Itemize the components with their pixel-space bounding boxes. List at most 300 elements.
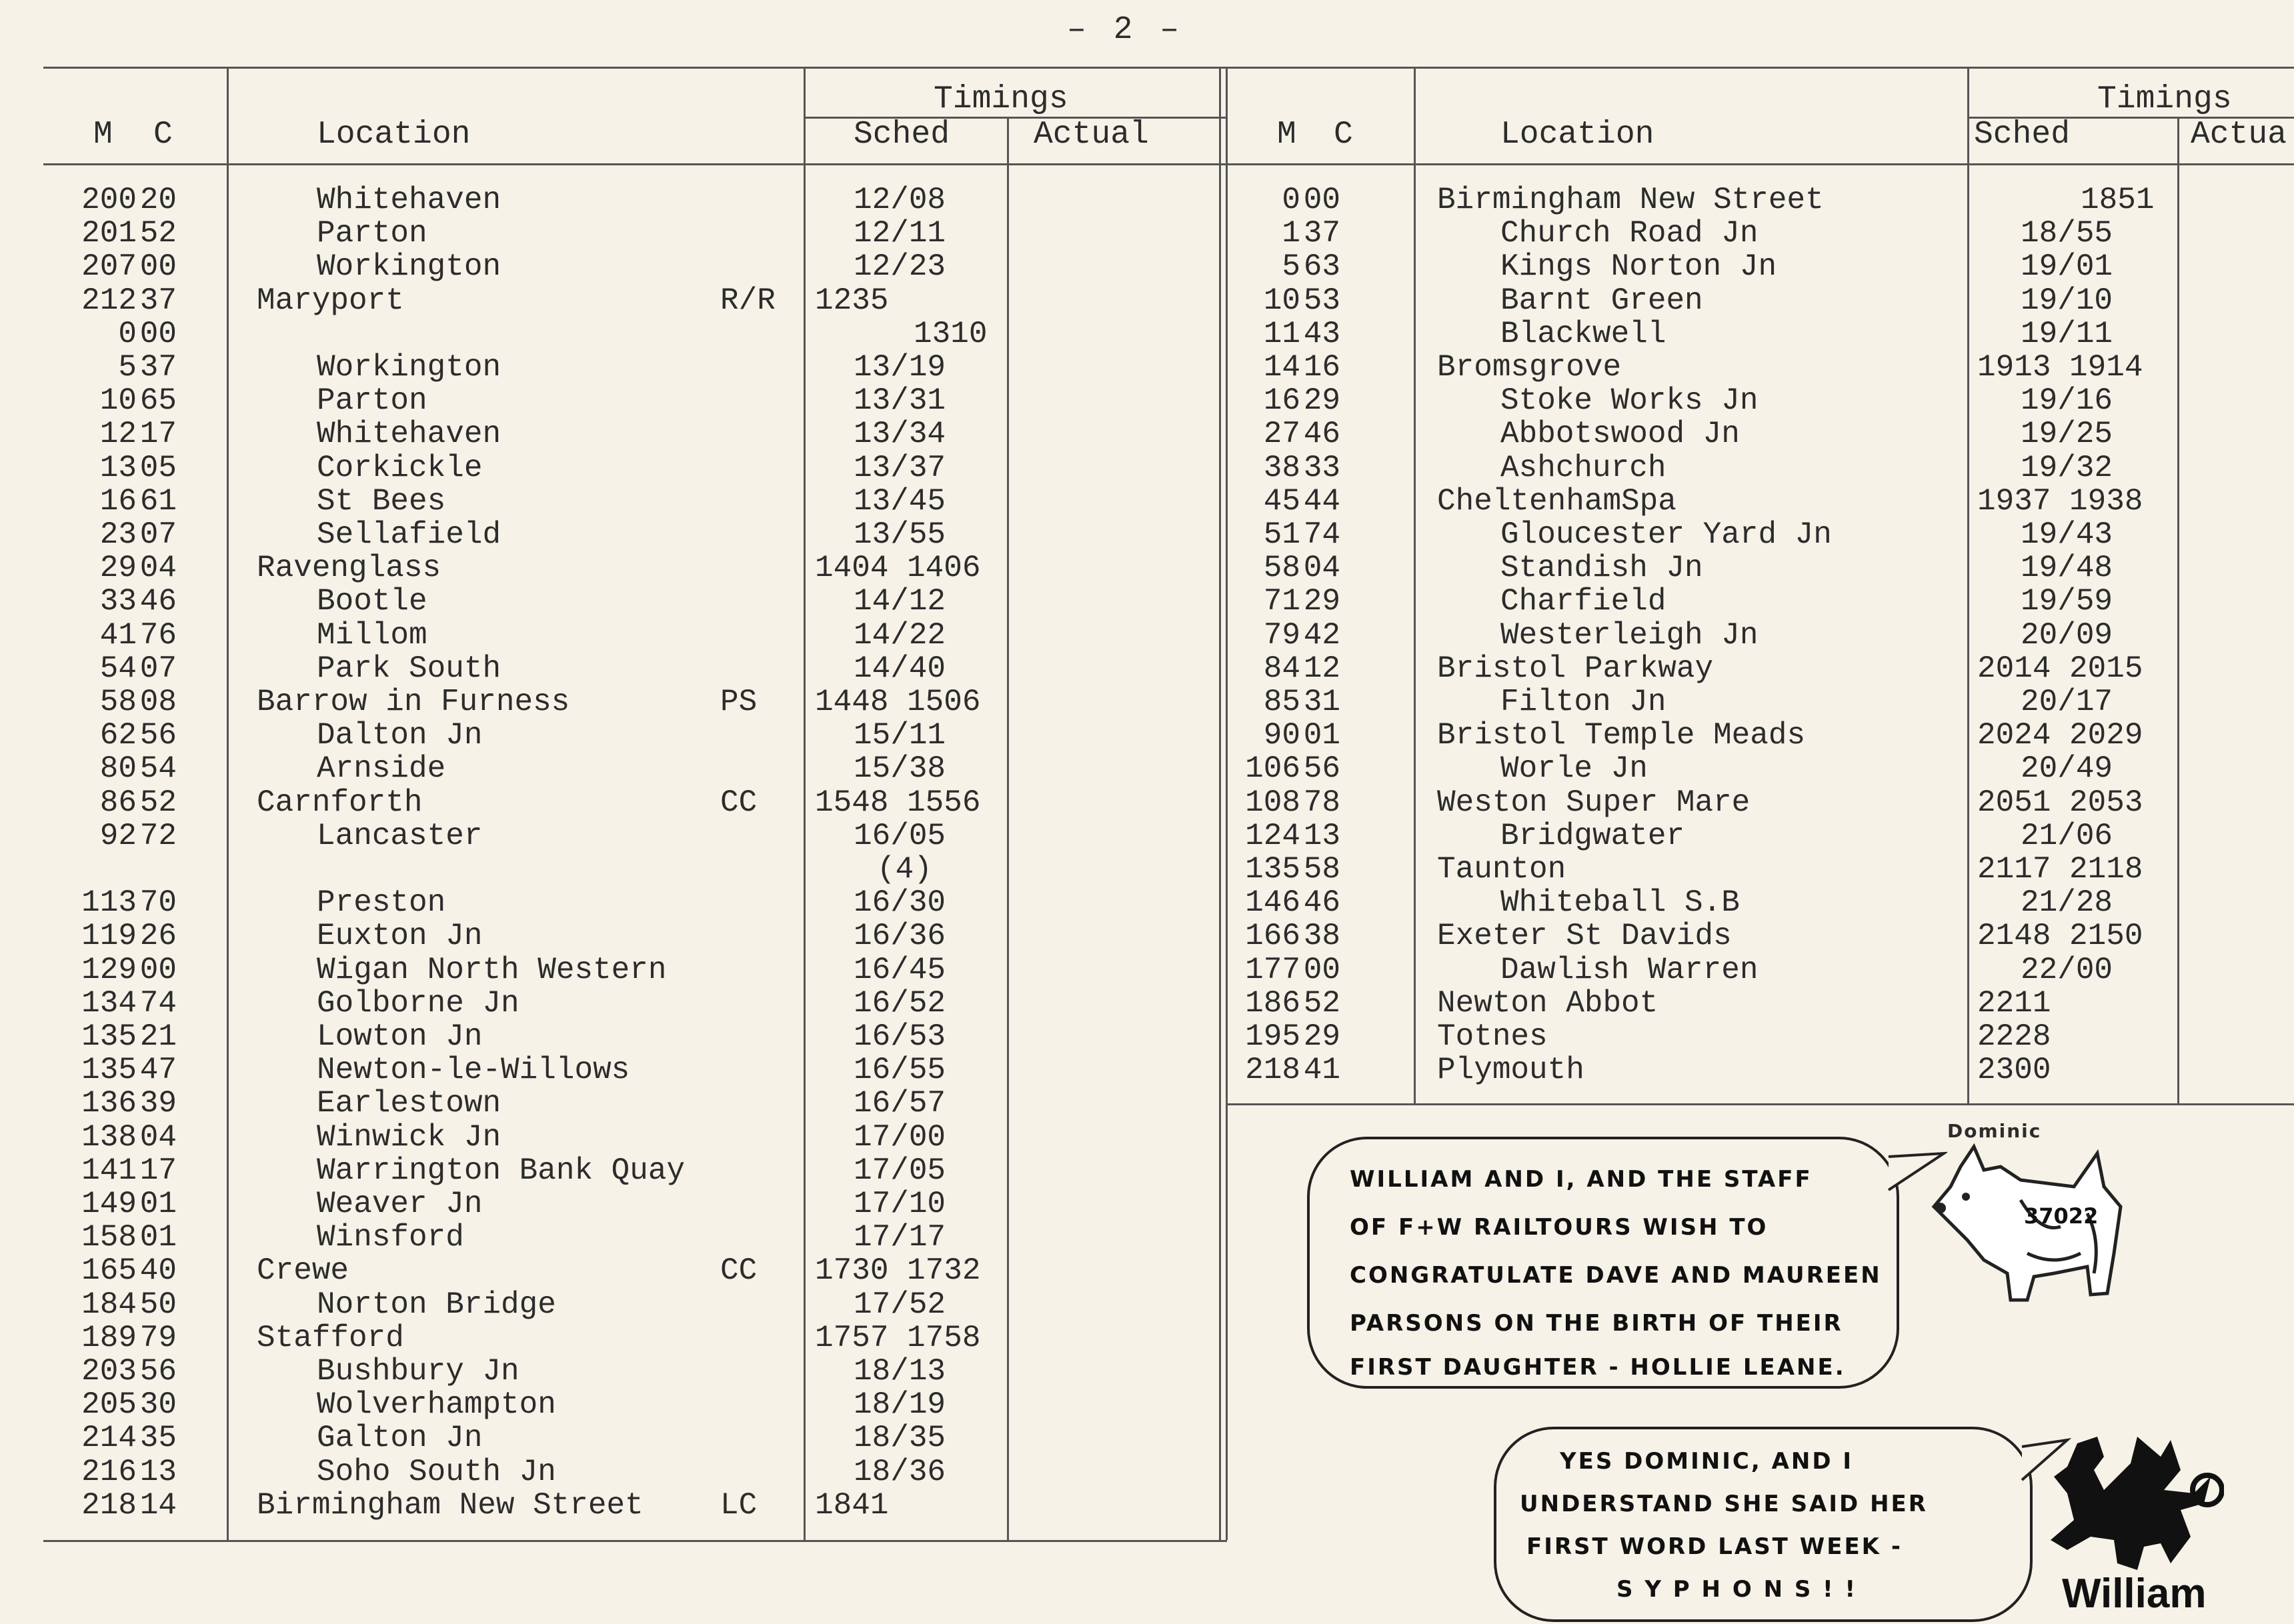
table-row [0, 451, 2294, 485]
bubble-line: CONGRATULATE DAVE AND MAUREEN [1350, 1262, 1882, 1289]
table-row [0, 1321, 2294, 1355]
miles-cell: 207 [81, 249, 137, 285]
miles-cell: 158 [81, 1220, 137, 1255]
table-bottom-rule [1226, 1103, 2294, 1105]
chains-cell: 56 [139, 718, 177, 753]
chains-cell: 07 [139, 651, 177, 686]
table-row [0, 1053, 2294, 1087]
sched-cell: 18/13 [854, 1354, 946, 1389]
location-cell: Stoke Works Jn [1500, 383, 1759, 419]
sched-cell: 15/38 [854, 751, 946, 787]
location-cell: Plymouth [1437, 1053, 1584, 1088]
chains-cell: 07 [139, 517, 177, 552]
sched-cell: 2148 2150 [1977, 919, 2143, 954]
header-sched: Sched [1974, 117, 2071, 153]
location-cell: Parton [317, 383, 427, 419]
table-top-rule [1226, 67, 2294, 69]
sched-cell: 1757 1758 [815, 1320, 981, 1355]
chains-cell: 41 [1303, 1053, 1340, 1088]
location-cell: Birmingham New Street [257, 1487, 644, 1523]
sched-cell: 12/23 [854, 249, 946, 285]
sched-cell: 1548 1556 [815, 785, 981, 820]
location-cell: Warrington Bank Quay [317, 1153, 686, 1188]
miles-cell: 124 [1245, 818, 1300, 853]
sched-cell: 19/10 [2021, 283, 2113, 318]
sched-cell: 20/17 [2021, 685, 2113, 719]
miles-cell: 51 [1263, 517, 1300, 552]
chains-cell: 01 [1303, 718, 1340, 753]
sched-cell: 16/05 [854, 818, 946, 853]
miles-cell: 136 [81, 1086, 137, 1121]
location-cell: Euxton Jn [317, 919, 483, 954]
miles-cell: 186 [1245, 985, 1300, 1021]
brand-william: William [2062, 1571, 2207, 1617]
miles-cell: 13 [99, 450, 137, 485]
location-cell: CheltenhamSpa [1437, 483, 1676, 519]
chains-cell: 01 [139, 1220, 177, 1255]
code-cell: LC [720, 1487, 758, 1523]
miles-cell: 92 [99, 818, 137, 853]
chains-cell: 04 [139, 1119, 177, 1155]
location-cell: Whitehaven [317, 183, 501, 217]
location-cell: Dawlish Warren [1500, 952, 1759, 987]
miles-cell: 218 [81, 1487, 137, 1523]
sched-cell: 17/00 [854, 1119, 946, 1155]
chains-cell: 43 [1303, 316, 1340, 351]
miles-cell: 71 [1263, 584, 1300, 619]
chains-cell: 46 [1303, 885, 1340, 921]
miles-cell: 0 [1282, 183, 1300, 217]
sched-cell: 12/08 [854, 183, 946, 217]
code-cell: PS [720, 685, 758, 719]
location-cell: Stafford [257, 1320, 404, 1355]
miles-cell: 45 [1263, 483, 1300, 519]
location-cell: Preston [317, 885, 446, 921]
sched-cell: 1235 [815, 283, 889, 318]
chains-cell: 35 [139, 1421, 177, 1456]
page-number: – 2 – [1067, 12, 1184, 48]
chains-cell: 42 [1303, 617, 1340, 653]
table-row [0, 551, 2294, 585]
dog-name-label: Dominic [1947, 1120, 2042, 1142]
miles-cell: 166 [1245, 919, 1300, 954]
sched-cell: 21/28 [2021, 885, 2113, 921]
code-cell: CC [720, 1253, 758, 1289]
miles-cell: 12 [99, 417, 137, 452]
sched-cell: 20/09 [2021, 617, 2113, 653]
location-cell: Golborne Jn [317, 985, 519, 1021]
miles-cell: 5 [118, 350, 137, 385]
location-cell: Workington [317, 350, 501, 385]
code-cell: CC [720, 785, 758, 820]
miles-cell: 23 [99, 517, 137, 552]
chains-cell: 17 [139, 417, 177, 452]
header-sched: Sched [854, 117, 950, 153]
location-cell: Whiteball S.B [1500, 885, 1740, 921]
miles-cell: 16 [99, 483, 137, 519]
sched-cell: 21/06 [2021, 818, 2113, 853]
location-cell: Millom [317, 617, 427, 653]
location-cell: Winsford [317, 1220, 464, 1255]
chains-cell: 20 [139, 183, 177, 217]
sched-cell: (4) [877, 852, 932, 887]
chains-cell: 00 [139, 952, 177, 987]
sched-cell: 19/11 [2021, 316, 2113, 351]
miles-cell: 146 [1245, 885, 1300, 921]
miles-cell: 38 [1263, 450, 1300, 485]
location-cell: Barrow in Furness [257, 685, 570, 719]
sched-cell: 16/30 [854, 885, 946, 921]
table-row [0, 1020, 2294, 1053]
chains-cell: 58 [1303, 852, 1340, 887]
chains-cell: 39 [139, 1086, 177, 1121]
location-cell: Crewe [257, 1253, 349, 1289]
code-cell: R/R [720, 283, 776, 318]
chains-cell: 63 [1303, 249, 1340, 285]
chains-cell: 29 [1303, 1019, 1340, 1054]
miles-cell: 0 [118, 316, 137, 351]
miles-cell: 195 [1245, 1019, 1300, 1054]
miles-cell: 80 [99, 751, 137, 787]
table-row [0, 752, 2294, 785]
location-cell: Exeter St Davids [1437, 919, 1732, 954]
chains-cell: 00 [139, 249, 177, 285]
miles-cell: 129 [81, 952, 137, 987]
location-cell: Weston Super Mare [1437, 785, 1751, 820]
miles-cell: 135 [81, 1053, 137, 1088]
bubble-line: WILLIAM AND I, AND THE STAFF [1350, 1166, 1813, 1193]
miles-cell: 14 [1263, 350, 1300, 385]
miles-cell: 212 [81, 283, 137, 318]
miles-cell: 54 [99, 651, 137, 686]
sched-cell: 2051 2053 [1977, 785, 2143, 820]
chains-cell: 30 [139, 1387, 177, 1423]
location-cell: Norton Bridge [317, 1287, 556, 1322]
chains-cell: 37 [139, 283, 177, 318]
chains-cell: 37 [1303, 216, 1340, 251]
table-row [0, 417, 2294, 451]
speech-bubble-congratulations [1307, 1137, 1899, 1389]
location-cell: Weaver Jn [317, 1187, 483, 1221]
chains-cell: 44 [1303, 483, 1340, 519]
chains-cell: 40 [139, 1253, 177, 1289]
header-c: C [153, 117, 173, 153]
miles-cell: 10 [99, 383, 137, 419]
sched-cell: 2024 2029 [1977, 718, 2143, 753]
sched-cell: 1448 1506 [815, 685, 981, 719]
location-cell: Birmingham New Street [1437, 183, 1824, 217]
chains-cell: 00 [139, 316, 177, 351]
miles-cell: 58 [1263, 551, 1300, 586]
header-c: C [1334, 117, 1353, 153]
miles-cell: 79 [1263, 617, 1300, 653]
welsh-dragon-icon [2037, 1430, 2224, 1577]
miles-cell: 33 [99, 584, 137, 619]
miles-cell: 108 [1245, 785, 1300, 820]
header-timings: Timings [934, 81, 1068, 117]
sched-cell: 17/52 [854, 1287, 946, 1322]
bubble-line: S Y P H O N S ! ! [1616, 1576, 1858, 1603]
miles-cell: 1 [1282, 216, 1300, 251]
table-row [0, 685, 2294, 719]
header-timings: Timings [2097, 81, 2232, 117]
sched-cell: 13/31 [854, 383, 946, 419]
sched-cell: 2211 [1977, 985, 2051, 1021]
sched-cell: 17/10 [854, 1187, 946, 1221]
miles-cell: 90 [1263, 718, 1300, 753]
sched-cell: 13/19 [854, 350, 946, 385]
sched-cell: 16/45 [854, 952, 946, 987]
table-row [0, 183, 2294, 217]
table-row [0, 485, 2294, 518]
table-row [0, 1355, 2294, 1388]
chains-cell: 74 [1303, 517, 1340, 552]
miles-cell: 189 [81, 1320, 137, 1355]
miles-cell: 135 [81, 1019, 137, 1054]
location-cell: Workington [317, 249, 501, 285]
miles-cell: 84 [1263, 651, 1300, 686]
miles-cell: 218 [1245, 1053, 1300, 1088]
location-cell: St Bees [317, 483, 446, 519]
table-row [0, 619, 2294, 652]
chains-cell: 74 [139, 985, 177, 1021]
table-row [0, 284, 2294, 317]
location-cell: Parton [317, 216, 427, 251]
header-actual: Actual [1034, 117, 1149, 153]
location-cell: Bristol Temple Meads [1437, 718, 1806, 753]
miles-cell: 214 [81, 1421, 137, 1456]
table-row [0, 987, 2294, 1020]
chains-cell: 00 [1303, 952, 1340, 987]
chains-cell: 56 [139, 1354, 177, 1389]
miles-cell: 134 [81, 985, 137, 1021]
table-row [0, 819, 2294, 853]
miles-cell: 165 [81, 1253, 137, 1289]
chains-cell: 13 [1303, 818, 1340, 853]
chains-cell: 14 [139, 1487, 177, 1523]
chains-cell: 61 [139, 483, 177, 519]
location-cell: Filton Jn [1500, 685, 1666, 719]
table-top-rule [43, 67, 1227, 69]
header-m: M [93, 117, 113, 153]
chains-cell: 50 [139, 1287, 177, 1322]
location-cell: Ravenglass [257, 551, 441, 586]
dog-tag: 37022 [2024, 1203, 2099, 1229]
sched-cell: 13/45 [854, 483, 946, 519]
location-cell: Winwick Jn [317, 1119, 501, 1155]
chains-cell: 54 [139, 751, 177, 787]
chains-cell: 78 [1303, 785, 1340, 820]
chains-cell: 53 [1303, 283, 1340, 318]
table-row [0, 886, 2294, 919]
chains-cell: 13 [139, 1454, 177, 1489]
location-cell: Corkickle [317, 450, 483, 485]
chains-cell: 46 [139, 584, 177, 619]
chains-cell: 21 [139, 1019, 177, 1054]
chains-cell: 72 [139, 818, 177, 853]
table-row [0, 217, 2294, 250]
sched-cell: 14/12 [854, 584, 946, 619]
chains-cell: 00 [1303, 183, 1340, 217]
chains-cell: 38 [1303, 919, 1340, 954]
miles-cell: 62 [99, 718, 137, 753]
table-row [0, 853, 2294, 886]
miles-cell: 141 [81, 1153, 137, 1188]
chains-cell: 01 [139, 1187, 177, 1221]
miles-cell: 58 [99, 685, 137, 719]
header-location: Location [1500, 117, 1654, 153]
location-cell: Abbotswood Jn [1500, 417, 1740, 452]
table-row [0, 919, 2294, 953]
miles-cell: 10 [1263, 283, 1300, 318]
chains-cell: 56 [1303, 751, 1340, 787]
location-cell: Bushbury Jn [317, 1354, 519, 1389]
location-cell: Kings Norton Jn [1500, 249, 1777, 285]
location-cell: Ashchurch [1500, 450, 1666, 485]
table-row [0, 518, 2294, 551]
sched-cell: 19/32 [2021, 450, 2113, 485]
chains-cell: 17 [139, 1153, 177, 1188]
sched-cell: 17/17 [854, 1220, 946, 1255]
miles-cell: 41 [99, 617, 137, 653]
location-cell: Bridgwater [1500, 818, 1685, 853]
chains-cell: 47 [139, 1053, 177, 1088]
chains-cell: 37 [139, 350, 177, 385]
miles-cell: 29 [99, 551, 137, 586]
chains-cell: 16 [1303, 350, 1340, 385]
miles-cell: 184 [81, 1287, 137, 1322]
location-cell: Wigan North Western [317, 952, 667, 987]
sched-cell: 1404 1406 [815, 551, 981, 586]
location-cell: Galton Jn [317, 1421, 483, 1456]
chains-cell: 04 [139, 551, 177, 586]
location-cell: Standish Jn [1500, 551, 1703, 586]
sched-cell: 18/55 [2021, 216, 2113, 251]
location-cell: Bristol Parkway [1437, 651, 1714, 686]
chains-cell: 26 [139, 919, 177, 954]
miles-cell: 106 [1245, 751, 1300, 787]
sched-cell: 16/57 [854, 1086, 946, 1121]
sched-cell: 18/19 [854, 1387, 946, 1423]
location-cell: Newton Abbot [1437, 985, 1658, 1021]
sched-cell: 19/59 [2021, 584, 2113, 619]
chains-cell: 76 [139, 617, 177, 653]
sched-cell: 1730 1732 [815, 1253, 981, 1289]
sched-cell: 1851 [2081, 183, 2155, 217]
location-cell: Worle Jn [1500, 751, 1648, 787]
chains-cell: 31 [1303, 685, 1340, 719]
table-row [0, 1388, 2294, 1421]
miles-cell: 85 [1263, 685, 1300, 719]
bubble-line: UNDERSTAND SHE SAID HER [1520, 1491, 1928, 1517]
chains-cell: 04 [1303, 551, 1340, 586]
location-cell: Maryport [257, 283, 404, 318]
sched-cell: 14/22 [854, 617, 946, 653]
sched-cell: 18/35 [854, 1421, 946, 1456]
sched-cell: 1913 1914 [1977, 350, 2143, 385]
chains-cell: 08 [139, 685, 177, 719]
miles-cell: 27 [1263, 417, 1300, 452]
sched-cell: 22/00 [2021, 952, 2113, 987]
miles-cell: 200 [81, 183, 137, 217]
sched-cell: 14/40 [854, 651, 946, 686]
sched-cell: 16/53 [854, 1019, 946, 1054]
miles-cell: 177 [1245, 952, 1300, 987]
sched-cell: 13/55 [854, 517, 946, 552]
location-cell: Totnes [1437, 1019, 1548, 1054]
location-cell: Bromsgrove [1437, 350, 1622, 385]
table-row [0, 786, 2294, 819]
miles-cell: 119 [81, 919, 137, 954]
bubble-line: FIRST WORD LAST WEEK - [1526, 1533, 1903, 1560]
dog-icon [1921, 1140, 2141, 1313]
header-actual: Actua [2191, 117, 2287, 153]
sched-cell: 13/34 [854, 417, 946, 452]
chains-cell: 05 [139, 450, 177, 485]
sched-cell: 19/43 [2021, 517, 2113, 552]
miles-cell: 203 [81, 1354, 137, 1389]
location-cell: Earlestown [317, 1086, 501, 1121]
sched-cell: 1937 1938 [1977, 483, 2143, 519]
header-rule [1226, 163, 2294, 165]
chains-cell: 65 [139, 383, 177, 419]
table-row [0, 250, 2294, 283]
miles-cell: 11 [1263, 316, 1300, 351]
bubble-line: YES DOMINIC, AND I [1560, 1448, 1854, 1475]
header-m: M [1277, 117, 1296, 153]
location-cell: Dalton Jn [317, 718, 483, 753]
chains-cell: 12 [1303, 651, 1340, 686]
sched-cell: 2014 2015 [1977, 651, 2143, 686]
sched-cell: 1841 [815, 1487, 889, 1523]
location-cell: Gloucester Yard Jn [1500, 517, 1832, 552]
miles-cell: 16 [1263, 383, 1300, 419]
bubble-line: PARSONS ON THE BIRTH OF THEIR [1350, 1310, 1843, 1337]
sched-cell: 15/11 [854, 718, 946, 753]
table-row [0, 953, 2294, 987]
table-row [0, 585, 2294, 618]
chains-cell: 79 [139, 1320, 177, 1355]
location-cell: Blackwell [1500, 316, 1666, 351]
bubble-line: OF F+W RAILTOURS WISH TO [1350, 1214, 1769, 1241]
location-cell: Westerleigh Jn [1500, 617, 1759, 653]
sched-cell: 13/37 [854, 450, 946, 485]
miles-cell: 86 [99, 785, 137, 820]
location-cell: Lancaster [317, 818, 483, 853]
sched-cell: 1310 [914, 316, 988, 351]
sched-cell: 2300 [1977, 1053, 2051, 1088]
location-cell: Sellafield [317, 517, 501, 552]
location-cell: Barnt Green [1500, 283, 1703, 318]
chains-cell: 29 [1303, 584, 1340, 619]
location-cell: Soho South Jn [317, 1454, 556, 1489]
sched-cell: 19/01 [2021, 249, 2113, 285]
miles-cell: 149 [81, 1187, 137, 1221]
location-cell: Lowton Jn [317, 1019, 483, 1054]
sched-cell: 17/05 [854, 1153, 946, 1188]
sched-cell: 16/36 [854, 919, 946, 954]
location-cell: Newton-le-Willows [317, 1053, 630, 1088]
miles-cell: 205 [81, 1387, 137, 1423]
miles-cell: 201 [81, 216, 137, 251]
location-cell: Taunton [1437, 852, 1566, 887]
sched-cell: 16/55 [854, 1053, 946, 1088]
miles-cell: 138 [81, 1119, 137, 1155]
table-row [0, 652, 2294, 685]
table-row [0, 317, 2294, 351]
sched-cell: 2117 2118 [1977, 852, 2143, 887]
table-row [0, 351, 2294, 384]
